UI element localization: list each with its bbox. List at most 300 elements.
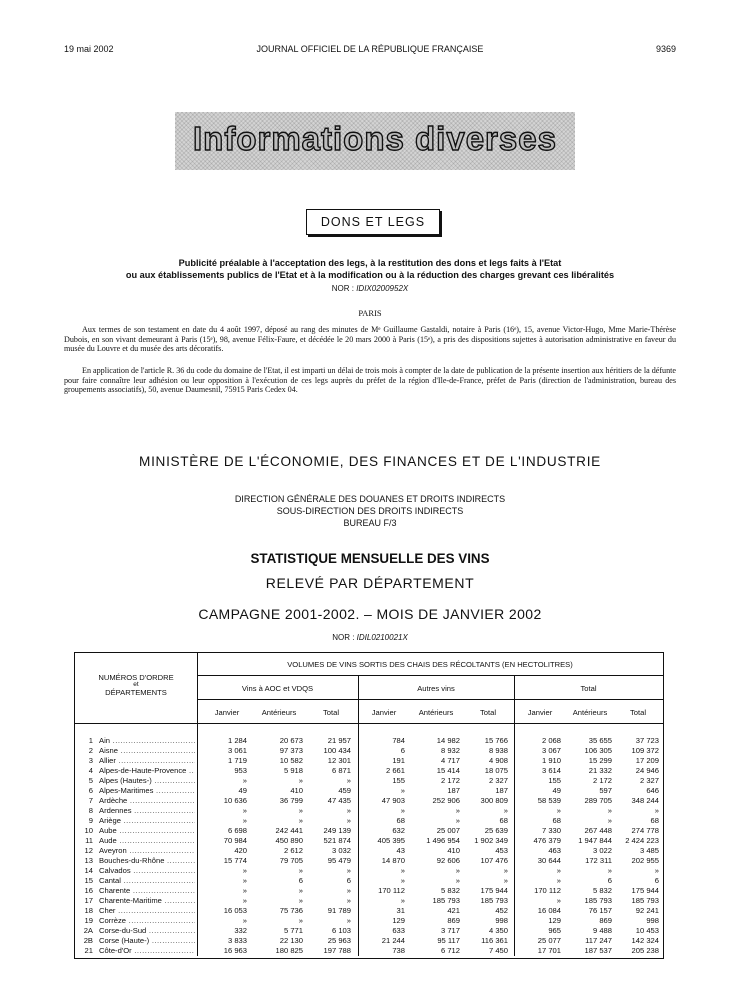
table-cell: 6 712 <box>440 946 460 955</box>
table-cell: 185 793 <box>480 896 508 905</box>
table-cell: 25 077 <box>537 936 561 945</box>
table-cell: 25 963 <box>327 936 351 945</box>
row-departement: Cantal ..... <box>99 876 195 887</box>
table-cell: 633 <box>392 926 405 935</box>
table-cell: 252 906 <box>432 796 460 805</box>
table-cell: 784 <box>392 736 405 745</box>
direction-line-3: BUREAU F/3 <box>343 518 397 528</box>
column-header-departements <box>75 673 197 697</box>
table-cell: 998 <box>646 916 659 925</box>
row-departement: Alpes-Maritimes ..... <box>99 786 195 797</box>
table-cell: » <box>242 876 247 885</box>
table-cell: 75 736 <box>279 906 303 915</box>
table-cell: 4 350 <box>488 926 508 935</box>
table-cell: » <box>654 806 659 815</box>
table-row <box>75 766 663 777</box>
table-cell: 187 <box>447 786 460 795</box>
table-cell: 5 918 <box>283 766 303 775</box>
table-cell: 205 238 <box>631 946 659 955</box>
table-cell: 109 372 <box>631 746 659 755</box>
table-row <box>75 876 663 887</box>
nor-reference-2 <box>64 633 676 642</box>
table-cell: 24 946 <box>635 766 659 775</box>
table-cell: 15 774 <box>223 856 247 865</box>
direction-line-1: DIRECTION GÉNÉRALE DES DOUANES ET DROITS INDIRECTS <box>234 494 506 504</box>
table-cell: 2 327 <box>488 776 508 785</box>
table-cell: 3 485 <box>639 846 659 855</box>
row-number: 2 <box>88 746 93 755</box>
table-cell: 3 067 <box>541 746 561 755</box>
subheader-janvier: Janvier <box>527 708 553 717</box>
table-cell: 632 <box>392 826 405 835</box>
table-row <box>75 886 663 897</box>
section-banner <box>175 112 575 170</box>
table-cell: 129 <box>548 916 561 925</box>
table-cell: 869 <box>447 916 460 925</box>
table-cell: 10 453 <box>635 926 659 935</box>
table-cell: 16 053 <box>223 906 247 915</box>
table-cell: » <box>298 886 303 895</box>
table-cell: 129 <box>392 916 405 925</box>
row-number: 12 <box>84 846 93 855</box>
table-cell: 10 636 <box>223 796 247 805</box>
paragraph-testament: Aux termes de son testament en date du 4 août 1997, déposé au rang des minutes de Mᵉ Guillaume Gastaldi, notaire à Paris (16ᵉ), 15, avenue Victor-Hugo, Mme Marie-Thérèse Dubois, en son vivant demeurant à Paris (15ᵉ), 98, avenue Félix-Faure, et décédée le 20 mars 2000 à Paris (15ᵉ), a pris des dispositions sujettes à autorisation administrative en faveur du musée du Louvre et du musée des arts décoratifs. <box>64 325 676 354</box>
table-cell: 14 870 <box>381 856 405 865</box>
table-cell: 5 832 <box>440 886 460 895</box>
table-cell: 953 <box>234 766 247 775</box>
row-departement: Ariège ..... <box>99 816 195 827</box>
banner-title: Informations diverses <box>193 120 557 157</box>
row-departement: Charente-Maritime ..... <box>99 896 195 907</box>
table-row <box>75 926 663 937</box>
row-number: 6 <box>88 786 93 795</box>
table-cell: » <box>298 776 303 785</box>
table-cell: 68 <box>650 816 659 825</box>
nor-reference-1 <box>64 284 676 293</box>
table-cell: 187 537 <box>584 946 612 955</box>
table-cell: 76 157 <box>588 906 612 915</box>
table-cell: » <box>346 896 351 905</box>
table-row <box>75 856 663 867</box>
table-cell: 2 068 <box>541 736 561 745</box>
table-cell: 22 130 <box>279 936 303 945</box>
row-number: 13 <box>84 856 93 865</box>
row-number: 18 <box>84 906 93 915</box>
table-cell: » <box>556 866 561 875</box>
row-departement: Ain ..... <box>99 736 195 747</box>
row-number: 14 <box>84 866 93 875</box>
table-cell: 289 705 <box>584 796 612 805</box>
table-cell: 21 332 <box>588 766 612 775</box>
table-cell: 155 <box>392 776 405 785</box>
table-cell: 6 871 <box>331 766 351 775</box>
row-departement: Aveyron ..... <box>99 846 195 857</box>
header-journal-title: JOURNAL OFFICIEL DE LA RÉPUBLIQUE FRANÇAISE <box>256 44 484 54</box>
table-cell: 58 539 <box>537 796 561 805</box>
table-cell: » <box>556 896 561 905</box>
table-cell: 300 809 <box>480 796 508 805</box>
row-number: 16 <box>84 886 93 895</box>
table-cell: 191 <box>392 756 405 765</box>
table-cell: 185 793 <box>584 896 612 905</box>
table-cell: 16 084 <box>537 906 561 915</box>
table-cell: 3 022 <box>592 846 612 855</box>
row-departement: Ardennes ..... <box>99 806 195 817</box>
table-cell: » <box>455 816 460 825</box>
table-cell: » <box>455 866 460 875</box>
table-cell: 6 <box>346 876 351 885</box>
table-cell: » <box>298 916 303 925</box>
subheader-total: Total <box>629 708 647 717</box>
table-cell: 37 723 <box>635 736 659 745</box>
table-cell: 15 299 <box>588 756 612 765</box>
city-heading: PARIS <box>358 308 382 318</box>
table-row <box>75 896 663 907</box>
table-cell: » <box>298 806 303 815</box>
table-cell: 70 984 <box>223 836 247 845</box>
table-row <box>75 946 663 957</box>
row-number: 9 <box>88 816 93 825</box>
row-number: 17 <box>84 896 93 905</box>
table-cell: 79 705 <box>279 856 303 865</box>
table-cell: 6 <box>298 876 303 885</box>
table-cell: 106 305 <box>584 746 612 755</box>
table-cell: 2 424 223 <box>625 836 659 845</box>
table-row <box>75 746 663 757</box>
nor-code: IDIL0210021X <box>356 633 408 642</box>
subheader-total: Total <box>479 708 497 717</box>
row-number: 2B <box>83 936 93 945</box>
publicite-line-1: Publicité préalable à l'acceptation des legs, à la restitution des dons et legs faits à l'Etat <box>178 258 562 268</box>
table-cell: 31 <box>396 906 405 915</box>
row-departement: Cher ..... <box>99 906 195 917</box>
table-cell: 8 938 <box>488 746 508 755</box>
table-cell: 348 244 <box>631 796 659 805</box>
table-cell: » <box>607 806 612 815</box>
table-row <box>75 736 663 747</box>
table-cell: 175 944 <box>631 886 659 895</box>
table-row <box>75 776 663 787</box>
table-cell: 117 247 <box>585 936 612 945</box>
table-cell: 405 395 <box>377 836 405 845</box>
row-departement: Corrèze ..... <box>99 916 195 927</box>
running-header <box>64 44 676 58</box>
divider <box>197 675 663 676</box>
table-cell: 738 <box>392 946 405 955</box>
table-cell: 170 112 <box>378 886 405 895</box>
table-cell: 185 793 <box>432 896 460 905</box>
table-cell: 172 311 <box>585 856 612 865</box>
row-departement: Corse-du-Sud ..... <box>99 926 195 937</box>
table-cell: » <box>455 876 460 885</box>
divider <box>197 699 663 700</box>
table-cell: 2 661 <box>385 766 405 775</box>
table-cell: 21 957 <box>327 736 351 745</box>
table-cell: 242 441 <box>275 826 303 835</box>
table-cell: 998 <box>495 916 508 925</box>
table-cell: 965 <box>548 926 561 935</box>
table-cell: » <box>346 886 351 895</box>
table-cell: » <box>607 866 612 875</box>
table-cell: 97 373 <box>279 746 303 755</box>
table-cell: 18 075 <box>484 766 508 775</box>
subheader-janvier: Janvier <box>214 708 240 717</box>
table-cell: 420 <box>234 846 247 855</box>
row-number: 21 <box>84 946 93 955</box>
table-cell: » <box>607 816 612 825</box>
table-cell: 68 <box>396 816 405 825</box>
table-cell: 43 <box>396 846 405 855</box>
table-cell: 202 955 <box>631 856 659 865</box>
row-number: 1 <box>88 736 93 745</box>
table-cell: 35 655 <box>588 736 612 745</box>
table-cell: 2 172 <box>440 776 460 785</box>
table-cell: » <box>242 886 247 895</box>
table-cell: 5 771 <box>283 926 303 935</box>
table-cell: 15 414 <box>436 766 460 775</box>
table-cell: 17 209 <box>635 756 659 765</box>
table-cell: 25 007 <box>436 826 460 835</box>
table-cell: 3 614 <box>541 766 561 775</box>
table-cell: 410 <box>447 846 460 855</box>
table-cell: 2 327 <box>639 776 659 785</box>
header-line: NUMÉROS D'ORDRE <box>98 673 174 682</box>
table-cell: 17 701 <box>537 946 561 955</box>
row-departement: Aube ..... <box>99 826 195 837</box>
table-row <box>75 846 663 857</box>
nor-label: NOR : <box>332 633 355 642</box>
table-cell: 68 <box>552 816 561 825</box>
table-cell: 452 <box>495 906 508 915</box>
table-cell: 30 644 <box>537 856 561 865</box>
table-cell: » <box>400 806 405 815</box>
table-cell: 3 061 <box>227 746 247 755</box>
table-cell: 12 301 <box>327 756 351 765</box>
table-cell: 185 793 <box>631 896 659 905</box>
table-cell: 21 244 <box>381 936 405 945</box>
table-row <box>75 936 663 947</box>
subheader-janvier: Janvier <box>371 708 397 717</box>
row-departement: Allier ..... <box>99 756 195 767</box>
table-cell: 3 833 <box>227 936 247 945</box>
row-number: 8 <box>88 806 93 815</box>
table-cell: » <box>556 806 561 815</box>
table-row <box>75 796 663 807</box>
row-number: 7 <box>88 796 93 805</box>
table-cell: 107 476 <box>480 856 508 865</box>
table-cell: » <box>242 806 247 815</box>
table-cell: 91 789 <box>327 906 351 915</box>
table-cell: 92 241 <box>635 906 659 915</box>
group-header-total: Total <box>580 684 597 693</box>
table-row <box>75 756 663 767</box>
table-cell: 476 379 <box>533 836 561 845</box>
table-cell: » <box>400 876 405 885</box>
row-number: 4 <box>88 766 93 775</box>
header-line: DÉPARTEMENTS <box>105 688 167 697</box>
table-cell: 2 172 <box>592 776 612 785</box>
table-cell: 1 719 <box>227 756 247 765</box>
row-departement: Bouches-du-Rhône ..... <box>99 856 195 867</box>
group-header-aoc: Vins à AOC et VDQS <box>241 684 314 693</box>
paragraph-application: En application de l'article R. 36 du code du domaine de l'Etat, il est imparti un délai de trois mois à compter de la date de publication de la présente insertion aux héritiers de la défunte pour faire connaître leur adhésion ou leur opposition à l'exécution de ces legs auprès du préfet de la région d'Ile-de-France, préfet de Paris (direction de l'administration, bureau des groupements associatifs), 50, avenue Daumesnil, 75915 Paris Cedex 04. <box>64 366 676 395</box>
table-cell: 7 330 <box>541 826 561 835</box>
table-cell: 249 139 <box>323 826 351 835</box>
table-cell: 1 496 954 <box>426 836 460 845</box>
table-cell: » <box>242 896 247 905</box>
table-cell: 3 717 <box>440 926 460 935</box>
row-number: 11 <box>85 836 93 845</box>
table-cell: 597 <box>599 786 612 795</box>
row-departement: Côte-d'Or ..... <box>99 946 195 957</box>
table-cell: 459 <box>338 786 351 795</box>
table-row <box>75 816 663 827</box>
table-cell: 6 <box>400 746 405 755</box>
table-cell: » <box>298 866 303 875</box>
campagne-subtitle: CAMPAGNE 2001-2002. – MOIS DE JANVIER 2002 <box>198 606 542 622</box>
section-box-dons-et-legs: DONS ET LEGS <box>306 209 440 235</box>
table-row <box>75 916 663 927</box>
table-row <box>75 826 663 837</box>
table-cell: 453 <box>495 846 508 855</box>
table-cell: 4 908 <box>488 756 508 765</box>
table-cell: 47 435 <box>327 796 351 805</box>
table-cell: » <box>242 776 247 785</box>
table-cell: 869 <box>599 916 612 925</box>
table-cell: » <box>346 866 351 875</box>
table-cell: » <box>400 786 405 795</box>
ministry-title: MINISTÈRE DE L'ÉCONOMIE, DES FINANCES ET DE L'INDUSTRIE <box>139 454 601 469</box>
table-cell: 646 <box>646 786 659 795</box>
table-cell: 116 361 <box>481 936 508 945</box>
table-cell: 47 903 <box>381 796 405 805</box>
table-cell: » <box>346 916 351 925</box>
row-departement: Alpes (Hautes-) ..... <box>99 776 195 787</box>
table-cell: 7 450 <box>488 946 508 955</box>
table-row <box>75 836 663 847</box>
table-cell: 3 032 <box>331 846 351 855</box>
table-row <box>75 806 663 817</box>
row-number: 2A <box>83 926 93 935</box>
table-cell: 4 717 <box>440 756 460 765</box>
row-departement: Aisne ..... <box>99 746 195 757</box>
table-cell: » <box>298 896 303 905</box>
row-departement: Alpes-de-Haute-Provence ..... <box>99 766 195 777</box>
subheader-anterieurs: Antérieurs <box>418 708 454 717</box>
nor-code: IDIX0200952X <box>356 284 409 293</box>
table-cell: 421 <box>447 906 460 915</box>
row-departement: Corse (Haute-) ..... <box>99 936 195 947</box>
header-date: 19 mai 2002 <box>64 44 114 54</box>
subheader-anterieurs: Antérieurs <box>572 708 608 717</box>
table-cell: 49 <box>238 786 247 795</box>
table-cell: » <box>400 866 405 875</box>
table-cell: 1 284 <box>227 736 247 745</box>
table-cell: » <box>242 866 247 875</box>
table-cell: 197 788 <box>323 946 351 955</box>
table-cell: 100 434 <box>323 746 351 755</box>
table-cell: 2 612 <box>283 846 303 855</box>
table-cell: » <box>503 876 508 885</box>
subheader-anterieurs: Antérieurs <box>261 708 297 717</box>
group-header-autres: Autres vins <box>417 684 455 693</box>
table-cell: 1 947 844 <box>578 836 612 845</box>
direction-line-2: SOUS-DIRECTION DES DROITS INDIRECTS <box>276 506 464 516</box>
table-cell: » <box>556 876 561 885</box>
releve-subtitle: RELEVÉ PAR DÉPARTEMENT <box>265 575 475 591</box>
table-cell: 1 910 <box>541 756 561 765</box>
table-cell: 6 <box>654 876 659 885</box>
table-cell: 187 <box>495 786 508 795</box>
table-cell: 92 606 <box>436 856 460 865</box>
table-cell: 36 799 <box>279 796 303 805</box>
table-cell: 95 117 <box>437 936 460 945</box>
table-cell: 8 932 <box>440 746 460 755</box>
table-cell: 410 <box>290 786 303 795</box>
table-cell: » <box>503 806 508 815</box>
table-cell: 155 <box>548 776 561 785</box>
volumes-header: VOLUMES DE VINS SORTIS DES CHAIS DES RÉCOLTANTS (EN HECTOLITRES) <box>287 660 573 669</box>
table-cell: 463 <box>548 846 561 855</box>
table-cell: 274 778 <box>631 826 659 835</box>
table-cell: 9 488 <box>592 926 612 935</box>
row-number: 5 <box>88 776 93 785</box>
table-cell: » <box>242 816 247 825</box>
table-cell: 10 582 <box>279 756 303 765</box>
table-cell: » <box>346 806 351 815</box>
row-departement: Ardèche ..... <box>99 796 195 807</box>
divider <box>75 723 663 724</box>
row-number: 10 <box>84 826 93 835</box>
table-cell: 180 825 <box>275 946 303 955</box>
table-cell: 68 <box>499 816 508 825</box>
table-row <box>75 866 663 877</box>
header-page-number: 9369 <box>655 44 676 54</box>
table-cell: » <box>400 896 405 905</box>
table-cell: 6 698 <box>227 826 247 835</box>
header-line: et <box>133 681 139 688</box>
subheader-total: Total <box>322 708 340 717</box>
table-cell: 6 103 <box>331 926 351 935</box>
table-cell: » <box>298 816 303 825</box>
table-cell: 175 944 <box>480 886 508 895</box>
table-cell: » <box>654 866 659 875</box>
row-number: 19 <box>84 916 93 925</box>
table-cell: 1 902 349 <box>474 836 508 845</box>
row-number: 15 <box>84 876 93 885</box>
table-cell: 521 874 <box>323 836 351 845</box>
table-cell: 15 766 <box>484 736 508 745</box>
row-departement: Aude ..... <box>99 836 195 847</box>
table-cell: » <box>242 916 247 925</box>
table-cell: 332 <box>234 926 247 935</box>
statistics-title: STATISTIQUE MENSUELLE DES VINS <box>250 551 490 566</box>
table-row <box>75 786 663 797</box>
table-cell: 267 448 <box>584 826 612 835</box>
row-departement: Calvados ..... <box>99 866 195 877</box>
nor-label: NOR : <box>331 284 354 293</box>
table-cell: 170 112 <box>534 886 561 895</box>
table-cell: 450 890 <box>275 836 303 845</box>
table-cell: 20 673 <box>279 736 303 745</box>
table-cell: 6 <box>607 876 612 885</box>
table-cell: 16 963 <box>223 946 247 955</box>
row-departement: Charente ..... <box>99 886 195 897</box>
table-cell: » <box>346 776 351 785</box>
table-cell: » <box>455 806 460 815</box>
table-cell: 142 324 <box>631 936 659 945</box>
table-cell: » <box>503 866 508 875</box>
